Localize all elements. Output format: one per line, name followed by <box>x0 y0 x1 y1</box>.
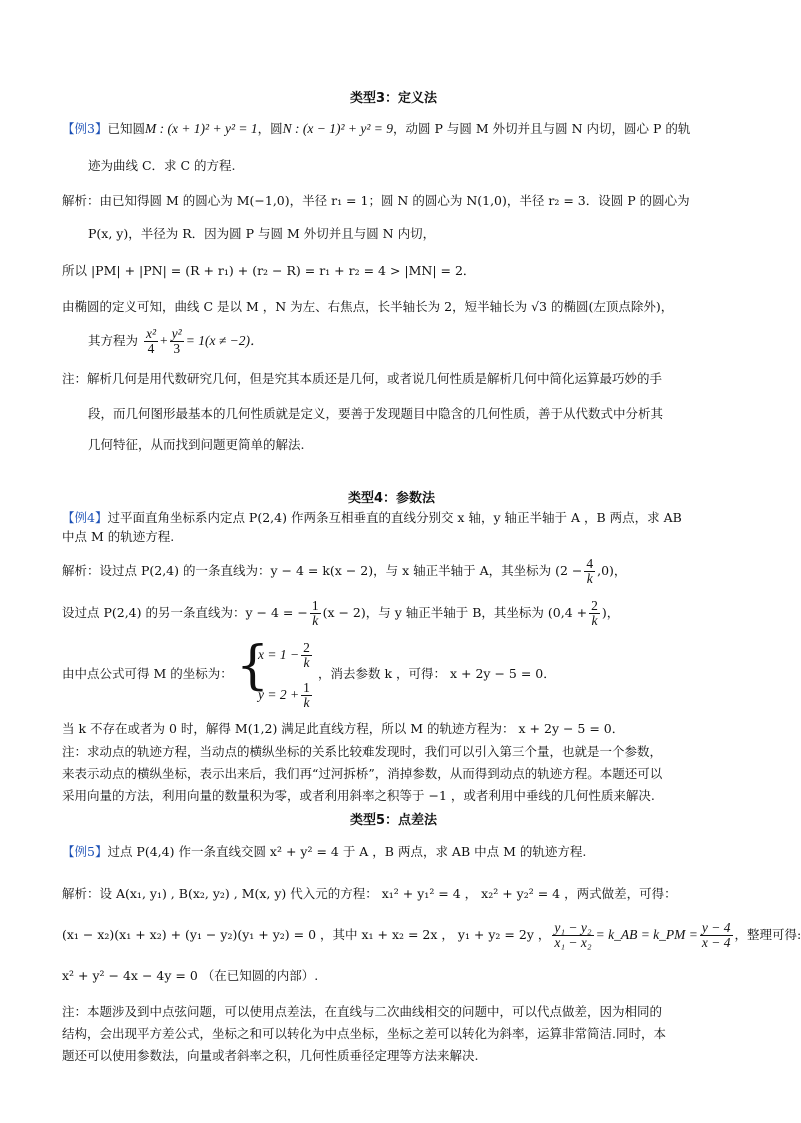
example3-solution-line2: P(x, y)，半径为 R．因为圆 P 与圆 M 外切并且与圆 N 内切， <box>88 226 436 241</box>
example3-question-line1 <box>62 120 690 138</box>
solution-text: 设过点 P(2,4) 的另一条直线为：y − 4 = − <box>62 605 308 620</box>
fraction-1-over-k <box>301 681 312 710</box>
solution-text: ，整理可得: <box>734 927 801 942</box>
example5-note-line3: 题还可以使用参数法，向量或者斜率之积，几何性质垂径定理等方法来解决. <box>62 1048 479 1063</box>
circle-N-equation: N : (x − 1)² + y² = 9 <box>282 121 394 136</box>
example5-note-line1: 注：本题涉及到中点弦问题，可以使用点差法，在直线与二次曲线相交的问题中，可以代点做差，因为相同的 <box>62 1004 663 1019</box>
solution-text: ,0)， <box>597 563 627 578</box>
fraction-numerator: 1 <box>311 598 319 613</box>
solution-text: (x − 2)，与 y 轴正半轴于 B，其坐标为 (0,4 + <box>322 605 588 620</box>
example3-note-line2: 段，而几何图形最基本的几何性质就是定义，要善于发现题目中隐含的几何性质，善于从代数式中分析其 <box>88 406 664 421</box>
equation-suffix: = 1(x ≠ −2)． <box>185 333 264 348</box>
example3-note-line3: 几何特征，从而找到问题更简单的解法. <box>88 437 305 452</box>
example4-note-line3: 采用向量的方法，利用向量的数量积为零，或者利用斜率之积等于 −1 ，或者利用中垂线的几何性质来解决. <box>62 788 655 803</box>
example3-tag: 【例3】 <box>62 121 108 136</box>
fraction-denominator: 4 <box>147 341 155 356</box>
plus-sign: + <box>160 333 168 348</box>
fraction-denominator: x₁ − x₂ <box>554 935 592 950</box>
example4-solution-line3-prefix: 由中点公式可得 M 的坐标为： <box>62 666 233 681</box>
example4-note-line2: 来表示动点的横纵坐标，表示出来后，我们再“过河拆桥”，消掉参数，从而得到动点的轨迹方程。本题还可以 <box>62 766 663 781</box>
example4-solution-line3-suffix: ，消去参数 k ，可得： x + 2y − 5 = 0． <box>318 666 556 681</box>
solution-text: = k_AB = k_PM = <box>595 927 698 942</box>
example3-note-line1: 注：解析几何是用代数研究几何，但是究其本质还是几何，或者说几何性质是解析几何中简化运算最巧妙的手 <box>62 371 663 386</box>
fraction-slope-ab <box>552 921 593 950</box>
example3-text: ，圆 <box>257 121 283 136</box>
example3-solution-line4: 由椭圆的定义可知，曲线 C 是以 M ，N 为左、右焦点，长半轴长为 2，短半轴长为 √3 的椭圆(左顶点除外)， <box>62 299 674 314</box>
fraction-denominator: k <box>303 695 310 711</box>
fraction-denominator: x − 4 <box>701 935 731 950</box>
section3-title: 类型3：定义法 <box>350 91 438 106</box>
system-brace: { <box>236 636 270 696</box>
solution-text: 解析：设过点 P(2,4) 的一条直线为：y − 4 = k(x − 2)，与 x 轴正半轴于 A，其坐标为 (2 − <box>62 563 583 578</box>
fraction-2-over-k <box>301 641 312 670</box>
fraction-denominator: k <box>591 613 598 628</box>
example3-solution-line5 <box>88 326 263 356</box>
example3-solution-line1: 解析：由已知得圆 M 的圆心为 M(−1,0)，半径 r₁ = 1；圆 N 的圆心为 N(1,0)，半径 r₂ = 3．设圆 P 的圆心为 <box>62 193 690 208</box>
circle-M-equation: M : (x + 1)² + y² = 1 <box>144 121 258 136</box>
example4-note-line1: 注：求动点的轨迹方程，当动点的横纵坐标的关系比较难发现时，我们可以引入第三个量，也就是一个参数， <box>62 744 663 759</box>
section4-title: 类型4：参数法 <box>348 491 436 506</box>
fraction-numerator: y² <box>171 326 182 341</box>
fraction-slope-pm <box>700 921 733 950</box>
fraction-denominator: k <box>586 571 593 586</box>
example5-solution-line3: x² + y² − 4x − 4y = 0 （在已知圆的内部）. <box>62 968 319 983</box>
example5-question <box>62 843 586 861</box>
system-text: y = 2 + <box>258 687 300 702</box>
equation-prefix: 其方程为 <box>88 333 139 348</box>
section5-title: 类型5：点差法 <box>350 813 438 828</box>
example5-solution-line2 <box>62 918 801 952</box>
system-equation-x <box>258 640 314 670</box>
fraction-numerator: 2 <box>303 640 310 656</box>
fraction-denominator: k <box>303 655 310 671</box>
example4-question-line1 <box>62 509 682 527</box>
solution-text: (x₁ − x₂)(x₁ + x₂) + (y₁ − y₂)(y₁ + y₂) = 0 ，其中 x₁ + x₂ = 2x ， y₁ + y₂ = 2y ， <box>62 927 551 942</box>
fraction-numerator: 1 <box>303 680 310 696</box>
example4-text: 过平面直角坐标系内定点 P(2,4) 作两条互相垂直的直线分别交 x 轴，y 轴正半轴于 A ，B 两点，求 AB <box>107 510 682 525</box>
fraction-1-over-k <box>310 599 321 628</box>
fraction-y2-over-3 <box>170 327 184 356</box>
fraction-denominator: k <box>312 613 319 628</box>
example4-solution-line2 <box>62 598 619 628</box>
fraction-4-over-k <box>584 557 595 586</box>
system-equation-y <box>258 680 314 710</box>
system-text: x = 1 − <box>258 647 300 662</box>
fraction-numerator: x² <box>146 326 157 341</box>
example4-question-line2: 中点 M 的轨迹方程. <box>62 529 175 544</box>
example4-solution-line4: 当 k 不存在或者为 0 时，解得 M(1,2) 满足此直线方程，所以 M 的轨迹方程为： x + 2y − 5 = 0． <box>62 721 625 736</box>
example5-tag: 【例5】 <box>62 844 108 859</box>
fraction-x2-over-4 <box>144 327 158 356</box>
fraction-numerator: 2 <box>591 598 598 613</box>
example3-text: 已知圆 <box>107 121 145 136</box>
example3-text: ，动圆 P 与圆 M 外切并且与圆 N 内切，圆心 P 的轨 <box>393 121 691 136</box>
example3-question-line2: 迹为曲线 C．求 C 的方程. <box>88 158 236 173</box>
fraction-2-over-k <box>589 599 600 628</box>
fraction-denominator: 3 <box>173 341 181 356</box>
fraction-numerator: y − 4 <box>701 920 731 935</box>
example5-solution-line1: 解析：设 A(x₁, y₁) , B(x₂, y₂) , M(x, y) 代入元的方程： x₁² + y₁² = 4 ， x₂² + y₂² = 4 ，两式做差，可得： <box>62 886 677 901</box>
example5-text: 过点 P(4,4) 作一条直线交圆 x² + y² = 4 于 A ，B 两点，求 AB 中点 M 的轨迹方程. <box>107 844 587 859</box>
example3-solution-line3: 所以 |PM| + |PN| = (R + r₁) + (r₂ − R) = r₁ + r₂ = 4 > |MN| = 2． <box>62 263 476 278</box>
example4-tag: 【例4】 <box>62 510 108 525</box>
fraction-numerator: 4 <box>586 556 594 571</box>
fraction-numerator: y₁ − y₂ <box>554 920 592 935</box>
example5-note-line2: 结构，会出现平方差公式，坐标之和可以转化为中点坐标，坐标之差可以转化为斜率，运算非常简洁.同时，本 <box>62 1026 666 1041</box>
example4-solution-line1 <box>62 556 626 586</box>
solution-text: )， <box>601 605 620 620</box>
